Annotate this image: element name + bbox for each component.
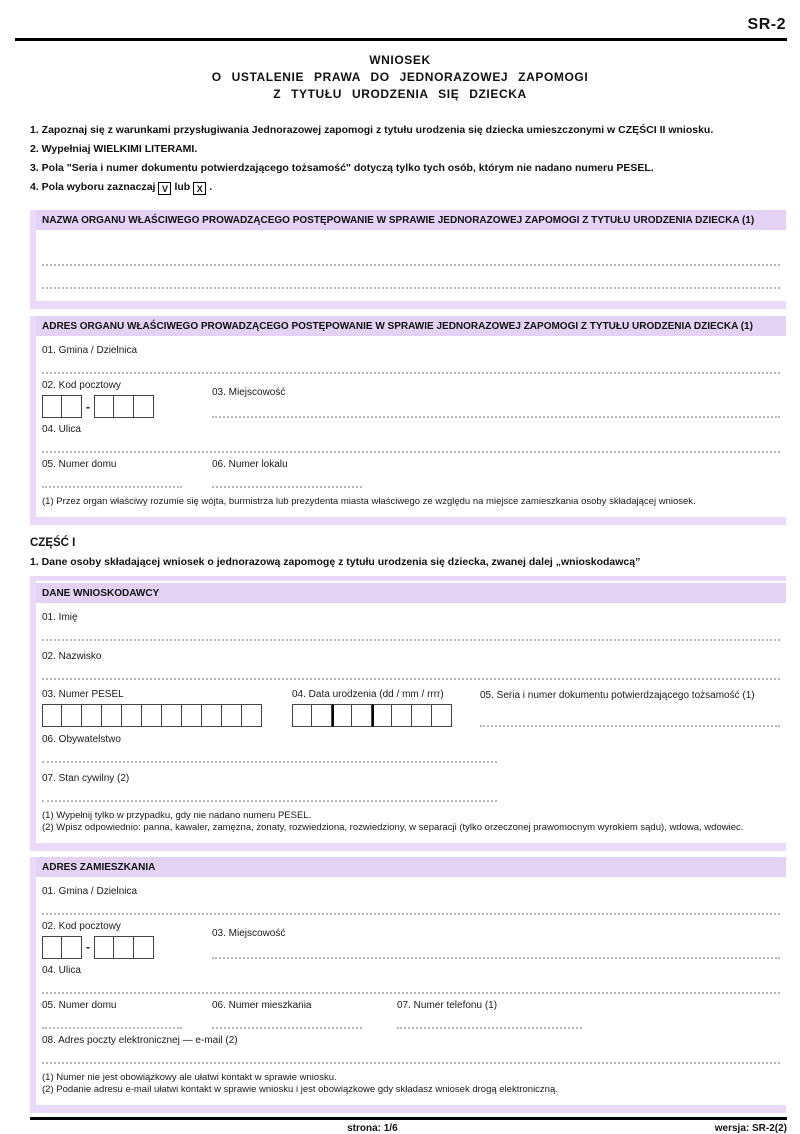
date-box[interactable] [352,704,372,727]
organ-numer-lokalu-input-line[interactable] [212,471,362,488]
organ-name-input-line-1[interactable] [42,249,780,266]
field-organ-numer-domu-label: 05. Numer domu [42,459,117,470]
seria-numer-dokumentu-input-line[interactable] [480,702,780,727]
field-organ-kod-pocztowy [42,379,212,418]
organ-miejscowosc-input-line[interactable] [212,401,780,418]
date-box[interactable] [292,704,312,727]
pesel-boxes[interactable] [42,704,292,727]
field-zam-kod-label: 02. Kod pocztowy [42,920,121,932]
part-1-subheading: 1. Dane osoby składającej wniosek o jednorazową zapomogę z tytułu urodzenia się dziecka, zwanej dalej „wnioskodawcą” [30,555,641,568]
postal-box[interactable] [134,395,154,418]
form-title-line3: Z TYTUŁU URODZENIA SIĘ DZIECKA [273,87,527,101]
header-rule [15,38,787,41]
checkmark-v-box: V [158,182,171,195]
form-title-line1: WNIOSEK [369,53,431,67]
organ-postal-code-boxes[interactable] [42,395,212,418]
field-stan-cywilny-label: 07. Stan cywilny (2) [42,772,130,784]
birth-date-boxes[interactable] [292,704,472,727]
postal-box[interactable] [114,936,134,959]
form-title [0,52,800,103]
postal-dash: - [86,940,90,954]
field-nazwisko [42,650,780,680]
field-zam-email [42,1034,780,1064]
pesel-box[interactable] [242,704,262,727]
instruction-3: 3. Pola "Seria i numer dokumentu potwierdzającego tożsamość" dotyczą tylko tych osób, którym nie nadano numeru PESEL. [30,162,654,174]
pesel-box[interactable] [62,704,82,727]
obywatelstwo-input-line[interactable] [42,746,497,763]
instruction-4-conjunction: lub [174,181,191,193]
postal-box[interactable] [114,395,134,418]
postal-dash: - [86,399,90,414]
dane-footnote-1: (1) Wypełnij tylko w przypadku, gdy nie nadano numeru PESEL. [42,809,312,821]
field-organ-miejscowosc-label: 03. Miejscowość [212,387,286,398]
pesel-box[interactable] [122,704,142,727]
pesel-box[interactable] [82,704,102,727]
zam-footnote-2: (2) Podanie adresu e-mail ułatwi kontakt w sprawie wniosku i jest obowiązkowe gdy składasz wniosek drogą elektroniczną. [42,1084,558,1095]
field-zam-gmina [42,885,780,915]
date-box[interactable] [432,704,452,727]
postal-box[interactable] [42,395,62,418]
field-obywatelstwo-label: 06. Obywatelstwo [42,733,121,745]
field-zam-ulica [42,964,780,994]
dane-footnote-2: (2) Wpisz odpowiednio: panna, kawaler, zamężna, żonaty, rozwiedziona, rozwiedziony, w separacji (tylko orzeczonej prawomocnym wyrokiem sądu), wdowa, wdowiec. [42,822,744,833]
stan-cywilny-input-line[interactable] [42,785,497,802]
field-obywatelstwo [42,733,780,763]
section-adres-organu [30,316,786,525]
field-seria-numer-dokumentu [472,689,780,727]
field-zam-numer-mieszkania [212,999,397,1029]
field-organ-gmina [42,344,780,374]
section-adres-zamieszkania [30,857,786,1113]
field-zam-numer-domu [42,999,212,1029]
section-dane-wnioskodawcy [30,576,786,851]
form-title-line2: O USTALENIE PRAWA DO JEDNORAZOWEJ ZAPOMOGI [211,70,589,84]
postal-box[interactable] [94,395,114,418]
field-imie [42,611,780,641]
field-zam-email-label: 08. Adres poczty elektronicznej — e-mail (2) [42,1034,238,1046]
field-zam-miejscowosc [212,927,780,959]
zam-miejscowosc-input-line[interactable] [212,942,780,959]
organ-gmina-input-line[interactable] [42,357,780,374]
date-box[interactable] [332,704,352,727]
field-zam-numer-domu-label: 05. Numer domu [42,999,117,1011]
field-organ-gmina-label: 01. Gmina / Dzielnica [42,345,138,356]
zam-email-input-line[interactable] [42,1047,780,1064]
field-seria-numer-dokumentu-label: 05. Seria i numer dokumentu potwierdzającego tożsamość (1) [480,689,755,701]
field-pesel-label: 03. Numer PESEL [42,688,124,700]
footer-page-number: strona: 1/6 [347,1122,398,1134]
date-box[interactable] [312,704,332,727]
instruction-4-period: . [209,181,213,193]
field-zam-gmina-label: 01. Gmina / Dzielnica [42,885,138,897]
postal-box[interactable] [62,936,82,959]
checkmark-x-box: X [193,182,206,195]
zam-numer-domu-input-line[interactable] [42,1012,182,1029]
section-adres-organu-header: ADRES ORGANU WŁAŚCIWEGO PROWADZĄCEGO POSTĘPOWANIE W SPRAWIE JEDNORAZOWEJ ZAPOMOGI Z TYTUŁU URODZENIA DZIECKA (1) [36,316,786,336]
field-zam-numer-mieszkania-label: 06. Numer mieszkania [212,999,312,1011]
field-organ-numer-lokalu-label: 06. Numer lokalu [212,459,288,470]
section-adres-zamieszkania-header: ADRES ZAMIESZKANIA [36,857,786,877]
section-nazwa-organu-header: NAZWA ORGANU WŁAŚCIWEGO PROWADZĄCEGO POSTĘPOWANIE W SPRAWIE JEDNORAZOWEJ ZAPOMOGI Z TYTUŁU URODZENIA DZIECKA (1) [36,210,786,230]
organ-footnote-1: (1) Przez organ właściwy rozumie się wójta, burmistrza lub prezydenta miasta właściwego ze względu na miejsce zamieszkania osoby składającej wniosek. [42,496,696,507]
date-box[interactable] [412,704,432,727]
instruction-4 [30,178,786,197]
instruction-1: 1. Zapoznaj się z warunkami przysługiwania Jednorazowej zapomogi z tytułu urodzenia się dziecka umieszczonymi w CZĘŚCI II wniosku. [30,124,714,136]
footer-rule [30,1117,787,1120]
pesel-box[interactable] [42,704,62,727]
field-zam-miejscowosc-label: 03. Miejscowość [212,927,286,939]
footer-version: wersja: SR-2(2) [714,1122,787,1134]
field-organ-kod-label: 02. Kod pocztowy [42,380,121,391]
pesel-box[interactable] [162,704,182,727]
pesel-box[interactable] [142,704,162,727]
organ-name-input-line-2[interactable] [42,272,780,289]
zam-ulica-input-line[interactable] [42,977,780,994]
imie-input-line[interactable] [42,624,780,641]
pesel-box[interactable] [102,704,122,727]
field-stan-cywilny [42,772,780,802]
field-imie-label: 01. Imię [42,611,78,623]
postal-box[interactable] [94,936,114,959]
postal-box[interactable] [62,395,82,418]
part-1-heading: CZĘŚĆ I [30,536,76,549]
field-zam-numer-telefonu-label: 07. Numer telefonu (1) [397,999,498,1011]
field-zam-kod-pocztowy [42,920,212,959]
date-box[interactable] [392,704,412,727]
organ-ulica-input-line[interactable] [42,436,780,453]
field-nazwisko-label: 02. Nazwisko [42,650,102,662]
field-data-urodzenia [292,688,472,727]
field-organ-ulica-label: 04. Ulica [42,424,81,435]
section-dane-wnioskodawcy-header: DANE WNIOSKODAWCY [36,583,786,603]
nazwisko-input-line[interactable] [42,663,780,680]
postal-box[interactable] [134,936,154,959]
instructions-list [30,121,786,197]
pesel-box[interactable] [182,704,202,727]
zam-gmina-input-line[interactable] [42,898,780,915]
pesel-box[interactable] [222,704,242,727]
field-organ-numer-domu [42,458,212,488]
organ-numer-domu-input-line[interactable] [42,471,182,488]
field-pesel [42,688,292,727]
instruction-4-text: 4. Pola wyboru zaznaczaj [30,181,156,193]
zam-footnote-1: (1) Numer nie jest obowiązkowy ale ułatwi kontakt w sprawie wniosku. [42,1071,337,1083]
zam-postal-code-boxes[interactable] [42,936,212,959]
field-organ-numer-lokalu [212,458,397,488]
instruction-2: 2. Wypełniaj WIELKIMI LITERAMI. [30,143,198,155]
field-organ-miejscowosc [212,386,780,418]
footer [30,1123,787,1134]
field-zam-numer-telefonu [397,999,780,1029]
zam-numer-mieszkania-input-line[interactable] [212,1012,362,1029]
form-code-label: SR-2 [747,16,786,33]
pesel-box[interactable] [202,704,222,727]
date-box[interactable] [372,704,392,727]
field-zam-ulica-label: 04. Ulica [42,964,81,976]
postal-box[interactable] [42,936,62,959]
zam-numer-telefonu-input-line[interactable] [397,1012,582,1029]
field-organ-ulica [42,423,780,453]
field-data-urodzenia-label: 04. Data urodzenia (dd / mm / rrrr) [292,688,444,700]
section-nazwa-organu [30,210,786,309]
